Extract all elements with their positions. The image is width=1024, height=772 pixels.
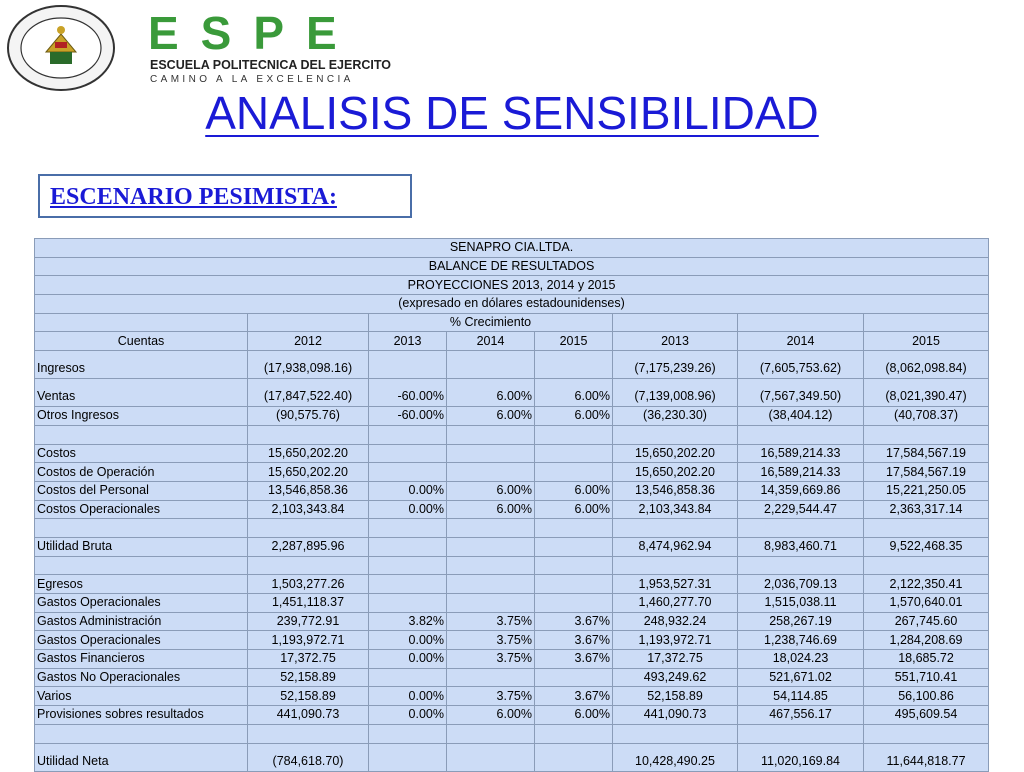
account-name-cell bbox=[35, 519, 248, 538]
value-cell bbox=[447, 519, 535, 538]
value-cell: (784,618.70) bbox=[248, 743, 369, 771]
value-cell: 239,772.91 bbox=[248, 612, 369, 631]
account-name-cell: Gastos Administración bbox=[35, 612, 248, 631]
value-cell: 6.00% bbox=[535, 379, 613, 407]
value-cell bbox=[738, 724, 864, 743]
value-cell bbox=[248, 724, 369, 743]
account-name-cell: Ventas bbox=[35, 379, 248, 407]
value-cell: (7,139,008.96) bbox=[613, 379, 738, 407]
value-cell: 3.75% bbox=[447, 612, 535, 631]
value-cell bbox=[369, 444, 447, 463]
account-name-cell: Provisiones sobres resultados bbox=[35, 706, 248, 725]
university-seal-logo bbox=[6, 4, 116, 92]
value-cell: 3.67% bbox=[535, 631, 613, 650]
value-cell: 6.00% bbox=[447, 500, 535, 519]
value-cell: -60.00% bbox=[369, 379, 447, 407]
value-cell: (17,847,522.40) bbox=[248, 379, 369, 407]
table-row bbox=[35, 351, 989, 379]
value-cell: 6.00% bbox=[535, 706, 613, 725]
value-cell: 14,359,669.86 bbox=[738, 481, 864, 500]
value-cell bbox=[864, 519, 989, 538]
value-cell: (7,567,349.50) bbox=[738, 379, 864, 407]
column-header: 2015 bbox=[864, 332, 989, 351]
value-cell: 11,644,818.77 bbox=[864, 743, 989, 771]
value-cell: 9,522,468.35 bbox=[864, 537, 989, 556]
value-cell: 0.00% bbox=[369, 500, 447, 519]
value-cell: 18,685.72 bbox=[864, 650, 989, 669]
account-name-cell: Utilidad Neta bbox=[35, 743, 248, 771]
value-cell bbox=[613, 425, 738, 444]
value-cell bbox=[248, 519, 369, 538]
value-cell bbox=[535, 743, 613, 771]
value-cell bbox=[738, 556, 864, 575]
value-cell: 3.82% bbox=[369, 612, 447, 631]
value-cell bbox=[535, 575, 613, 594]
account-name-cell: Gastos No Operacionales bbox=[35, 668, 248, 687]
value-cell bbox=[447, 556, 535, 575]
value-cell: 3.67% bbox=[535, 650, 613, 669]
value-cell bbox=[248, 556, 369, 575]
value-cell: 8,983,460.71 bbox=[738, 537, 864, 556]
value-cell: (17,938,098.16) bbox=[248, 351, 369, 379]
value-cell bbox=[369, 556, 447, 575]
value-cell bbox=[738, 425, 864, 444]
value-cell: 493,249.62 bbox=[613, 668, 738, 687]
value-cell bbox=[864, 556, 989, 575]
value-cell: 1,284,208.69 bbox=[864, 631, 989, 650]
account-name-cell: Gastos Operacionales bbox=[35, 631, 248, 650]
logo-subtitle: ESCUELA POLITECNICA DEL EJERCITO bbox=[150, 58, 392, 72]
value-cell bbox=[369, 425, 447, 444]
value-cell: 1,238,746.69 bbox=[738, 631, 864, 650]
value-cell: 52,158.89 bbox=[613, 687, 738, 706]
table-row bbox=[35, 463, 989, 482]
value-cell: (8,021,390.47) bbox=[864, 379, 989, 407]
table-row bbox=[35, 407, 989, 426]
value-cell: 1,503,277.26 bbox=[248, 575, 369, 594]
column-header: 2015 bbox=[535, 332, 613, 351]
value-cell: 6.00% bbox=[535, 500, 613, 519]
account-name-cell bbox=[35, 425, 248, 444]
value-cell: 495,609.54 bbox=[864, 706, 989, 725]
column-header: 2013 bbox=[369, 332, 447, 351]
account-name-cell: Costos del Personal bbox=[35, 481, 248, 500]
table-row bbox=[35, 519, 989, 538]
column-header: 2014 bbox=[738, 332, 864, 351]
value-cell: 1,193,972.71 bbox=[248, 631, 369, 650]
value-cell: 3.67% bbox=[535, 612, 613, 631]
value-cell: 52,158.89 bbox=[248, 687, 369, 706]
value-cell bbox=[535, 463, 613, 482]
logo-motto: CAMINO A LA EXCELENCIA bbox=[150, 74, 354, 85]
value-cell: 1,451,118.37 bbox=[248, 594, 369, 613]
value-cell: 16,589,214.33 bbox=[738, 444, 864, 463]
value-cell: 6.00% bbox=[447, 379, 535, 407]
value-cell: 3.67% bbox=[535, 687, 613, 706]
table-row bbox=[35, 481, 989, 500]
logo-wordmark: ESPE bbox=[148, 7, 359, 59]
value-cell bbox=[447, 425, 535, 444]
blank-cell bbox=[248, 313, 369, 332]
value-cell bbox=[535, 444, 613, 463]
value-cell: 17,372.75 bbox=[248, 650, 369, 669]
value-cell: (38,404.12) bbox=[738, 407, 864, 426]
value-cell: 11,020,169.84 bbox=[738, 743, 864, 771]
value-cell bbox=[369, 743, 447, 771]
value-cell: 441,090.73 bbox=[613, 706, 738, 725]
table-row bbox=[35, 444, 989, 463]
value-cell: 52,158.89 bbox=[248, 668, 369, 687]
value-cell: 15,221,250.05 bbox=[864, 481, 989, 500]
scenario-label: ESCENARIO PESIMISTA: bbox=[50, 184, 337, 210]
value-cell: 6.00% bbox=[447, 481, 535, 500]
value-cell bbox=[535, 668, 613, 687]
value-cell: 15,650,202.20 bbox=[613, 463, 738, 482]
currency-note: (expresado en dólares estadounidenses) bbox=[35, 295, 989, 314]
value-cell bbox=[613, 724, 738, 743]
value-cell bbox=[369, 724, 447, 743]
value-cell: 6.00% bbox=[535, 481, 613, 500]
account-name-cell bbox=[35, 724, 248, 743]
value-cell: 6.00% bbox=[535, 407, 613, 426]
value-cell: 521,671.02 bbox=[738, 668, 864, 687]
value-cell bbox=[447, 743, 535, 771]
blank-cell bbox=[613, 313, 738, 332]
account-name-cell: Gastos Financieros bbox=[35, 650, 248, 669]
value-cell: 17,372.75 bbox=[613, 650, 738, 669]
column-header: 2014 bbox=[447, 332, 535, 351]
value-cell bbox=[447, 351, 535, 379]
value-cell: (7,605,753.62) bbox=[738, 351, 864, 379]
value-cell: 0.00% bbox=[369, 687, 447, 706]
value-cell bbox=[864, 425, 989, 444]
value-cell bbox=[535, 425, 613, 444]
table-row bbox=[35, 631, 989, 650]
value-cell bbox=[447, 463, 535, 482]
value-cell: (90,575.76) bbox=[248, 407, 369, 426]
value-cell bbox=[369, 463, 447, 482]
table-row bbox=[35, 724, 989, 743]
income-statement-table bbox=[34, 238, 989, 772]
value-cell bbox=[864, 724, 989, 743]
value-cell: 2,122,350.41 bbox=[864, 575, 989, 594]
value-cell: -60.00% bbox=[369, 407, 447, 426]
value-cell bbox=[369, 594, 447, 613]
account-name-cell: Egresos bbox=[35, 575, 248, 594]
account-name-cell: Otros Ingresos bbox=[35, 407, 248, 426]
value-cell: 2,103,343.84 bbox=[613, 500, 738, 519]
value-cell bbox=[369, 575, 447, 594]
growth-header: % Crecimiento bbox=[369, 313, 613, 332]
value-cell bbox=[369, 519, 447, 538]
value-cell bbox=[535, 351, 613, 379]
table-row bbox=[35, 594, 989, 613]
value-cell: 1,460,277.70 bbox=[613, 594, 738, 613]
value-cell bbox=[613, 556, 738, 575]
value-cell: (7,175,239.26) bbox=[613, 351, 738, 379]
value-cell: (36,230.30) bbox=[613, 407, 738, 426]
value-cell: 6.00% bbox=[447, 706, 535, 725]
value-cell: 56,100.86 bbox=[864, 687, 989, 706]
value-cell bbox=[613, 519, 738, 538]
value-cell: 18,024.23 bbox=[738, 650, 864, 669]
value-cell: 267,745.60 bbox=[864, 612, 989, 631]
value-cell bbox=[447, 724, 535, 743]
table-row bbox=[35, 650, 989, 669]
scenario-box bbox=[38, 174, 412, 218]
value-cell: 0.00% bbox=[369, 481, 447, 500]
column-header: 2012 bbox=[248, 332, 369, 351]
account-name-cell: Utilidad Bruta bbox=[35, 537, 248, 556]
table-row bbox=[35, 668, 989, 687]
value-cell: 15,650,202.20 bbox=[613, 444, 738, 463]
value-cell bbox=[535, 537, 613, 556]
account-name-cell: Costos bbox=[35, 444, 248, 463]
table-row bbox=[35, 706, 989, 725]
value-cell: (8,062,098.84) bbox=[864, 351, 989, 379]
value-cell: 8,474,962.94 bbox=[613, 537, 738, 556]
value-cell: 248,932.24 bbox=[613, 612, 738, 631]
value-cell: 2,036,709.13 bbox=[738, 575, 864, 594]
table-row bbox=[35, 556, 989, 575]
value-cell: 54,114.85 bbox=[738, 687, 864, 706]
value-cell: 3.75% bbox=[447, 631, 535, 650]
value-cell: 16,589,214.33 bbox=[738, 463, 864, 482]
value-cell bbox=[369, 668, 447, 687]
value-cell bbox=[738, 519, 864, 538]
value-cell: 13,546,858.36 bbox=[248, 481, 369, 500]
value-cell: 2,103,343.84 bbox=[248, 500, 369, 519]
value-cell bbox=[369, 537, 447, 556]
value-cell: 551,710.41 bbox=[864, 668, 989, 687]
report-name: BALANCE DE RESULTADOS bbox=[35, 257, 989, 276]
value-cell bbox=[447, 537, 535, 556]
value-cell: 0.00% bbox=[369, 706, 447, 725]
value-cell: 1,570,640.01 bbox=[864, 594, 989, 613]
value-cell: 441,090.73 bbox=[248, 706, 369, 725]
value-cell: 258,267.19 bbox=[738, 612, 864, 631]
account-name-cell: Costos de Operación bbox=[35, 463, 248, 482]
blank-cell bbox=[864, 313, 989, 332]
company-name: SENAPRO CIA.LTDA. bbox=[35, 239, 989, 258]
account-name-cell: Gastos Operacionales bbox=[35, 594, 248, 613]
column-header: 2013 bbox=[613, 332, 738, 351]
blank-cell bbox=[35, 313, 248, 332]
account-name-cell: Costos Operacionales bbox=[35, 500, 248, 519]
table-row bbox=[35, 575, 989, 594]
account-name-cell: Varios bbox=[35, 687, 248, 706]
table-row bbox=[35, 612, 989, 631]
value-cell: 17,584,567.19 bbox=[864, 444, 989, 463]
value-cell bbox=[248, 425, 369, 444]
table-row bbox=[35, 500, 989, 519]
value-cell: 2,287,895.96 bbox=[248, 537, 369, 556]
table-row bbox=[35, 379, 989, 407]
value-cell: 1,953,527.31 bbox=[613, 575, 738, 594]
projection-period: PROYECCIONES 2013, 2014 y 2015 bbox=[35, 276, 989, 295]
table-row bbox=[35, 537, 989, 556]
account-name-cell: Ingresos bbox=[35, 351, 248, 379]
value-cell bbox=[535, 556, 613, 575]
table-row bbox=[35, 425, 989, 444]
table-row bbox=[35, 687, 989, 706]
value-cell: 10,428,490.25 bbox=[613, 743, 738, 771]
account-name-cell bbox=[35, 556, 248, 575]
table-row bbox=[35, 743, 989, 771]
value-cell: 15,650,202.20 bbox=[248, 463, 369, 482]
column-header: Cuentas bbox=[35, 332, 248, 351]
value-cell bbox=[535, 724, 613, 743]
value-cell: 13,546,858.36 bbox=[613, 481, 738, 500]
value-cell: 17,584,567.19 bbox=[864, 463, 989, 482]
value-cell bbox=[447, 444, 535, 463]
value-cell bbox=[447, 594, 535, 613]
value-cell: 2,363,317.14 bbox=[864, 500, 989, 519]
value-cell: (40,708.37) bbox=[864, 407, 989, 426]
blank-cell bbox=[738, 313, 864, 332]
value-cell: 467,556.17 bbox=[738, 706, 864, 725]
value-cell: 3.75% bbox=[447, 650, 535, 669]
value-cell bbox=[535, 519, 613, 538]
value-cell: 0.00% bbox=[369, 650, 447, 669]
value-cell: 1,515,038.11 bbox=[738, 594, 864, 613]
value-cell: 2,229,544.47 bbox=[738, 500, 864, 519]
value-cell bbox=[447, 575, 535, 594]
espe-logo bbox=[128, 7, 392, 92]
value-cell bbox=[369, 351, 447, 379]
value-cell bbox=[447, 668, 535, 687]
value-cell: 15,650,202.20 bbox=[248, 444, 369, 463]
value-cell: 0.00% bbox=[369, 631, 447, 650]
value-cell: 6.00% bbox=[447, 407, 535, 426]
slide-title: ANALISIS DE SENSIBILIDAD bbox=[205, 87, 819, 139]
value-cell bbox=[535, 594, 613, 613]
value-cell: 1,193,972.71 bbox=[613, 631, 738, 650]
value-cell: 3.75% bbox=[447, 687, 535, 706]
